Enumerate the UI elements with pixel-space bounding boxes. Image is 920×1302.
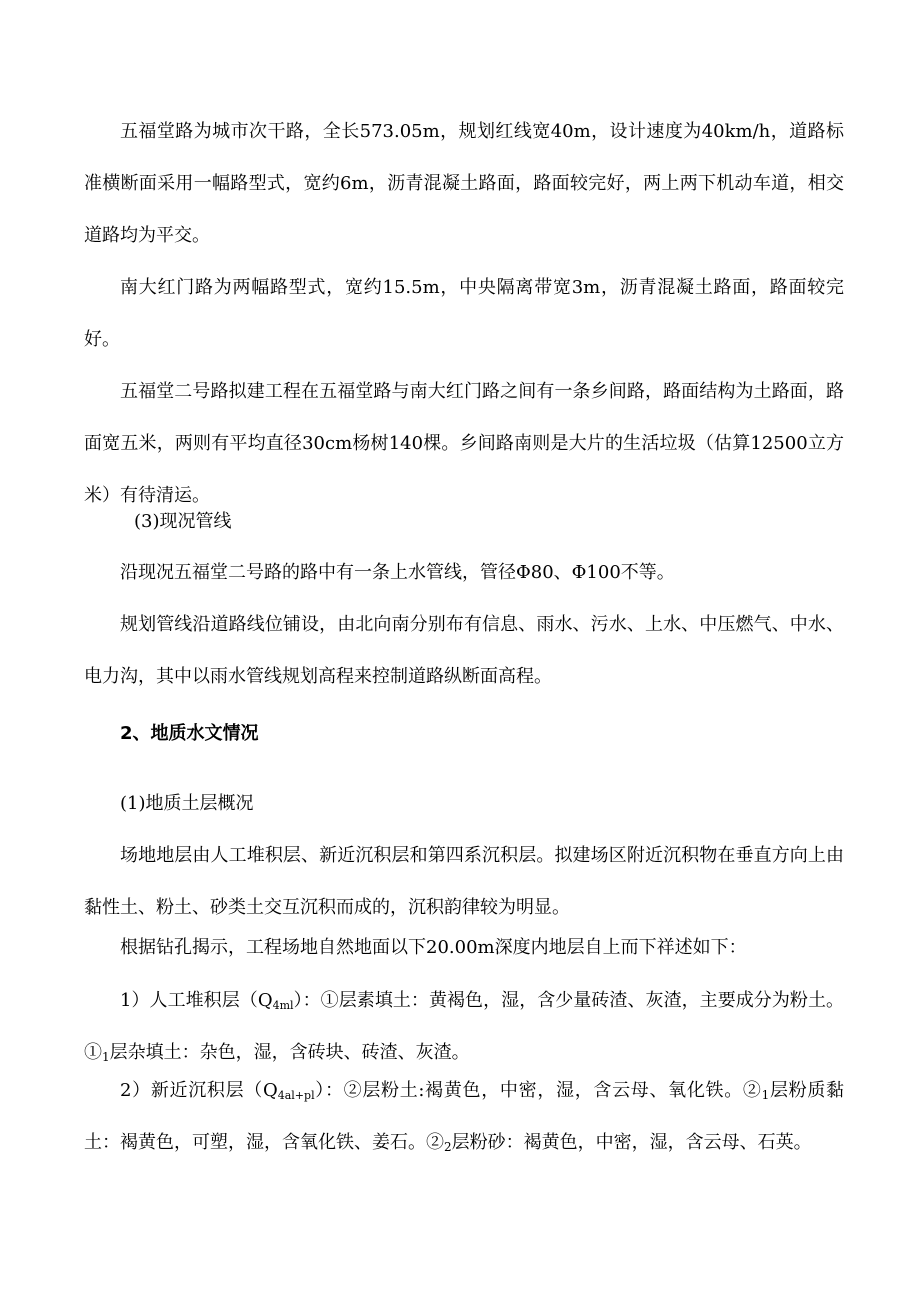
paragraph-artificial-fill — [84, 975, 844, 1079]
deposit-text-d: 层粉砂：褐黄色，中密，湿，含云母、石英。 — [451, 1132, 812, 1153]
paragraph-borehole: 根据钻孔揭示，工程场地自然地面以下20.00m深度内地层自上而下祥述如下： — [120, 937, 747, 958]
heading-soil-overview: (1)地质土层概况 — [120, 793, 254, 814]
paragraph-water-pipeline: 沿现况五福堂二号路的路中有一条上水管线，管径Φ80、Φ100不等。 — [120, 562, 675, 583]
paragraph-recent-deposit — [84, 1065, 844, 1169]
deposit-sub-2: 2 — [444, 1140, 452, 1154]
deposit-text-b: ）：②层粉土:褐黄色，中密，湿，含云母、氧化铁。② — [314, 1080, 762, 1101]
section-heading-geology: 2、地质水文情况 — [120, 723, 259, 744]
paragraph-planned-pipelines: 规划管线沿道路线位铺设，由北向南分别布有信息、雨水、污水、上水、中压燃气、中水、电力沟，其中以雨水管线规划高程来控制道路纵断面高程。 — [84, 614, 844, 687]
fill-code: 4ml — [272, 999, 294, 1012]
deposit-sub-1: 1 — [761, 1088, 770, 1102]
deposit-text-a: 2）新近沉积层（Q — [120, 1080, 278, 1101]
paragraph-nandahongmen-road: 南大红门路为两幅路型式，宽约15.5m，中央隔离带宽3m，沥青混凝土路面，路面较完好。 — [84, 277, 844, 350]
fill-sub-1: 1 — [102, 1050, 110, 1064]
deposit-text-c: 层粉质黏土：褐黄色，可塑，湿，含氧化铁、姜石。② — [84, 1080, 845, 1153]
heading-existing-pipelines: (3)现况管线 — [134, 511, 232, 532]
deposit-code: 4al+pl — [277, 1089, 315, 1102]
paragraph-strata-intro: 场地地层由人工堆积层、新近沉积层和第四系沉积层。拟建场区附近沉积物在垂直方向上由黏性土、粉土、砂类土交互沉积而成的，沉积韵律较为明显。 — [84, 845, 844, 918]
paragraph-wufutang-road: 五福堂路为城市次干路，全长573.05m，规划红线宽40m，设计速度为40km/h，道路标准横断面采用一幅路型式，宽约6m，沥青混凝土路面，路面较完好，两上两下机动车道，相交道路均为平交。 — [84, 121, 844, 246]
fill-text-c: 层杂填土：杂色，湿，含砖块、砖渣、灰渣。 — [109, 1042, 470, 1063]
fill-text-a: 1）人工堆积层（Q — [120, 990, 273, 1011]
paragraph-rural-road: 五福堂二号路拟建工程在五福堂路与南大红门路之间有一条乡间路，路面结构为土路面，路面宽五米，两则有平均直径30cm杨树140棵。乡间路南则是大片的生活垃圾（估算12500立方米）有待清运。 — [84, 381, 844, 506]
fill-text-b: ）：①层素填土：黄褐色，湿，含少量砖渣、灰渣，主要成分为粉土。① — [84, 990, 844, 1063]
